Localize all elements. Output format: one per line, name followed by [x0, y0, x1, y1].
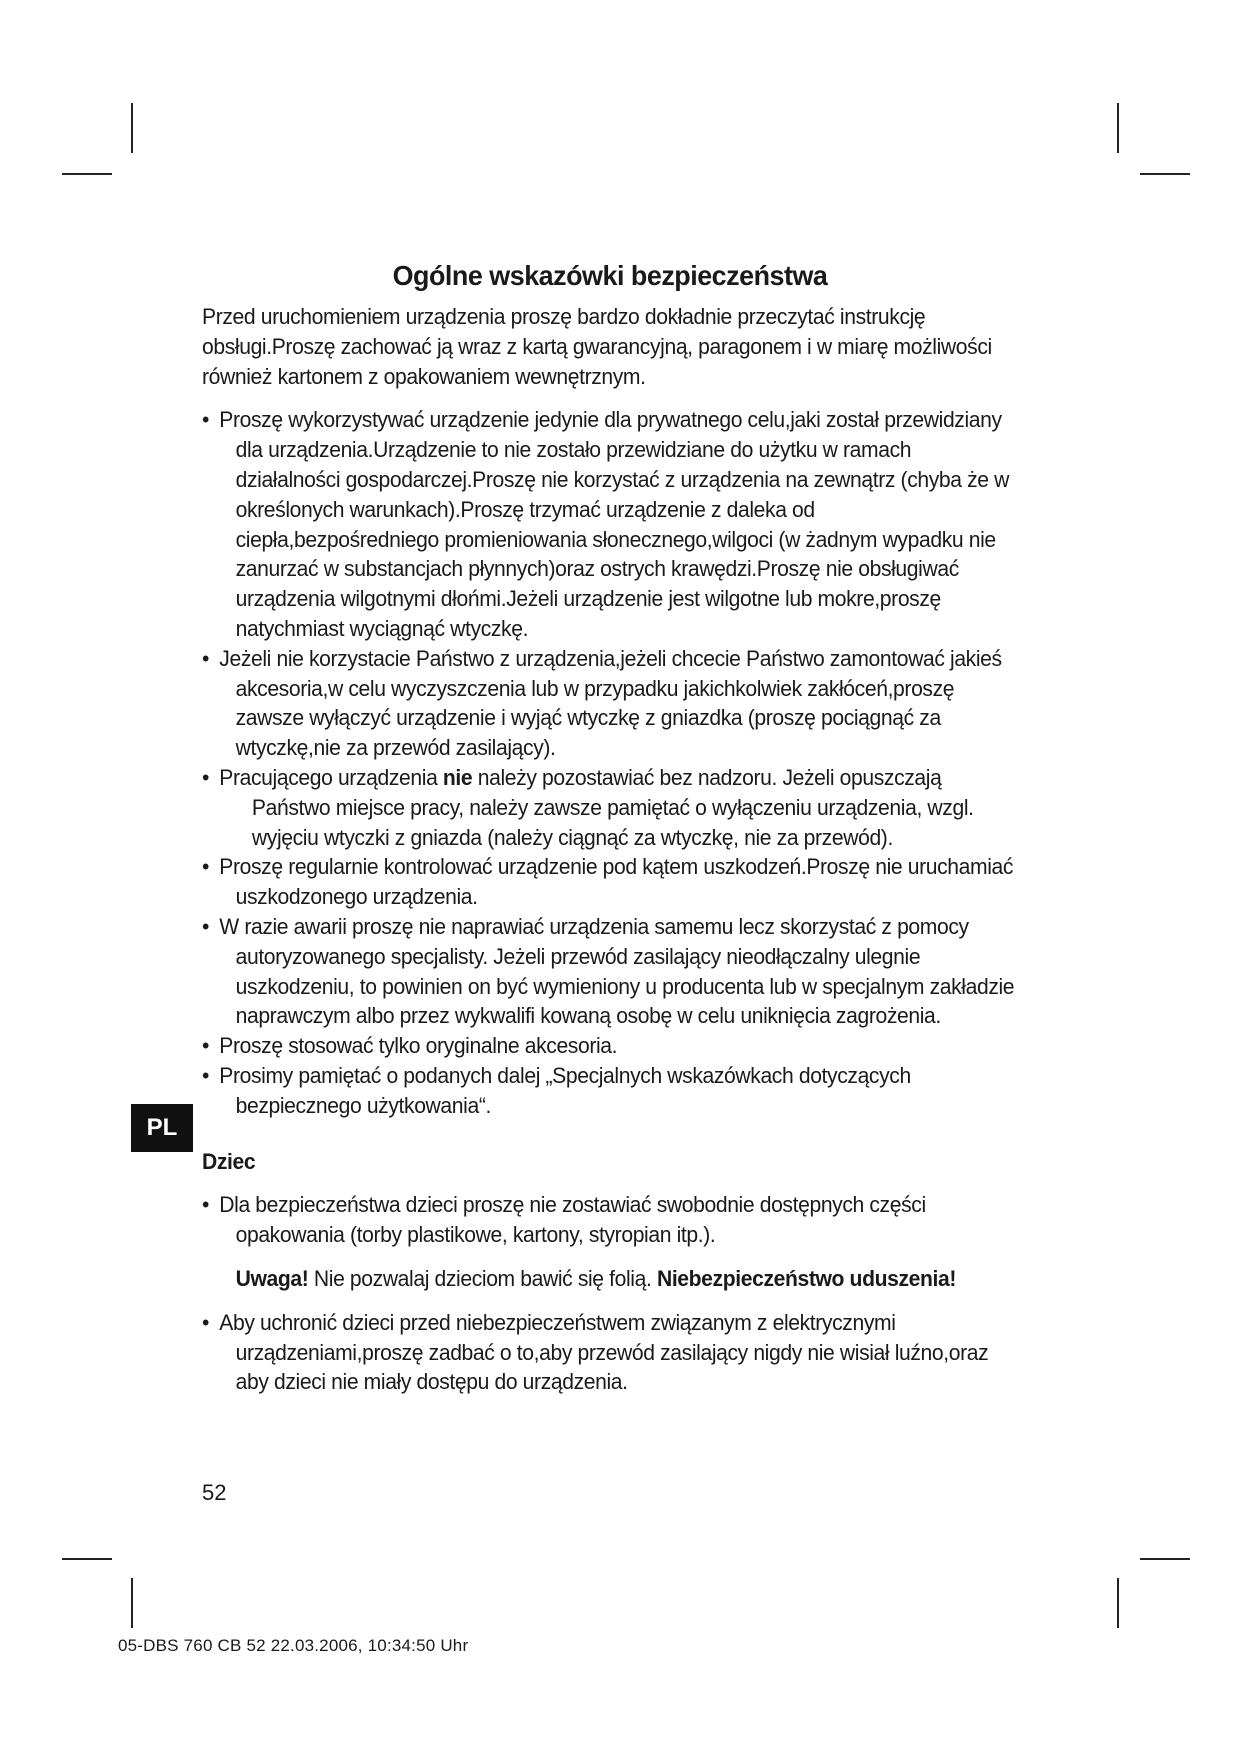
children-list — [202, 1190, 1018, 1250]
list-item: • Jeżeli nie korzystacie Państwo z urządzenia,jeżeli chcecie Państwo zamontować jakieś akcesoria,w celu wyczyszczenia lub w przypadku jakichkolwiek zakłóceń,proszę zawsze wyłączyć urządzenie i wyjąć wtyczkę z gniazdka (proszę pociągnąć za wtyczkę,nie za przewód zasilający). — [202, 644, 1018, 763]
children-heading: Dziec — [202, 1148, 256, 1174]
children-list-continued — [202, 1308, 1018, 1397]
page-title: Ogólne wskazówki bezpieczeństwa — [392, 260, 828, 291]
crop-mark-bottom-right-horizontal — [1140, 1558, 1190, 1560]
crop-mark-top-left-horizontal — [62, 173, 112, 175]
list-item: • Proszę stosować tylko oryginalne akcesoria. — [202, 1031, 1018, 1061]
list-item-text: Pracującego urządzenia — [219, 764, 443, 790]
warning-text: Nie pozwalaj dzieciom bawić się folią. — [308, 1265, 657, 1291]
safety-list — [202, 405, 1018, 1120]
warning-label: Uwaga! — [235, 1265, 309, 1291]
intro-paragraph: Przed uruchomieniem urządzenia proszę bardzo dokładnie przeczytać instrukcję obsługi.Proszę zachować ją wraz z kartą gwarancyjną, paragonem i w miarę możliwości również kartonem z opakowaniem wewnętrznym. — [202, 304, 992, 389]
list-item: • Prosimy pamiętać o podanych dalej „Specjalnych wskazówkach dotyczących bezpiecznego użytkowania“. — [202, 1061, 1018, 1121]
list-item-text: należy pozostawiać bez nadzoru. Jeżeli opuszczają Państwo miejsce pracy, należy zawsze pamiętać o wyłączeniu urządzenia, wzgl. wyjęciu wtyczki z gniazda (należy ciągnąć za wtyczkę, nie za przewód). — [251, 764, 974, 850]
list-item — [202, 763, 1018, 852]
list-item: • Dla bezpieczeństwa dzieci proszę nie zostawiać swobodnie dostępnych części opakowania (torby plastikowe, kartony, styropian itp.). — [202, 1190, 1018, 1250]
list-item: • Aby uchronić dzieci przed niebezpieczeństwem związanym z elektrycznymi urządzeniami,proszę zadbać o to,aby przewód zasilający nigdy nie wisiał luźno,oraz aby dzieci nie miały dostępu do urządzenia. — [202, 1308, 1018, 1397]
list-item: • Proszę wykorzystywać urządzenie jedynie dla prywatnego celu,jaki został przewidziany dla urządzenia.Urządzenie to nie zostało przewidziane do użytku w ramach działalności gospodarczej.Proszę nie korzystać z urządzenia na zewnątrz (chyba że w określonych warunkach).Proszę trzymać urządzenie z daleka od ciepła,bezpośredniego promieniowania słonecznego,wilgoci (w żadnym wypadku nie zanurzać w substancjach płynnych)oraz ostrych krawędzi.Proszę nie obsługiwać urządzenia wilgotnymi dłońmi.Jeżeli urządzenie jest wilgotne lub mokre,proszę natychmiast wyciągnąć wtyczkę. — [202, 405, 1018, 643]
crop-mark-bottom-left-horizontal — [62, 1558, 112, 1560]
print-footer: 05-DBS 760 CB 52 22.03.2006, 10:34:50 Uhr — [118, 1636, 469, 1655]
crop-mark-bottom-right-vertical — [1117, 1578, 1119, 1628]
language-tab: PL — [131, 1104, 193, 1152]
warning-emphasis: Niebezpieczeństwo uduszenia! — [656, 1265, 957, 1291]
crop-mark-bottom-left-vertical — [131, 1578, 133, 1628]
crop-mark-top-right-vertical — [1117, 103, 1119, 153]
page-number: 52 — [202, 1480, 227, 1505]
warning-note — [202, 1264, 1018, 1294]
list-item: • Proszę regularnie kontrolować urządzenie pod kątem uszkodzeń.Proszę nie uruchamiać uszkodzonego urządzenia. — [202, 852, 1018, 912]
list-item: • W razie awarii proszę nie naprawiać urządzenia samemu lecz skorzystać z pomocy autoryzowanego specjalisty. Jeżeli przewód zasilający nieodłączalny ulegnie uszkodzeniu, to powinien on być wymieniony u producenta lub w specjalnym zakładzie naprawczym albo przez wykwalifi kowaną osobę w celu uniknięcia zagrożenia. — [202, 912, 1018, 1031]
crop-mark-top-left-vertical — [131, 103, 133, 153]
safety-section — [202, 258, 1018, 1397]
list-item-emphasis: nie — [442, 764, 473, 790]
crop-mark-top-right-horizontal — [1140, 173, 1190, 175]
